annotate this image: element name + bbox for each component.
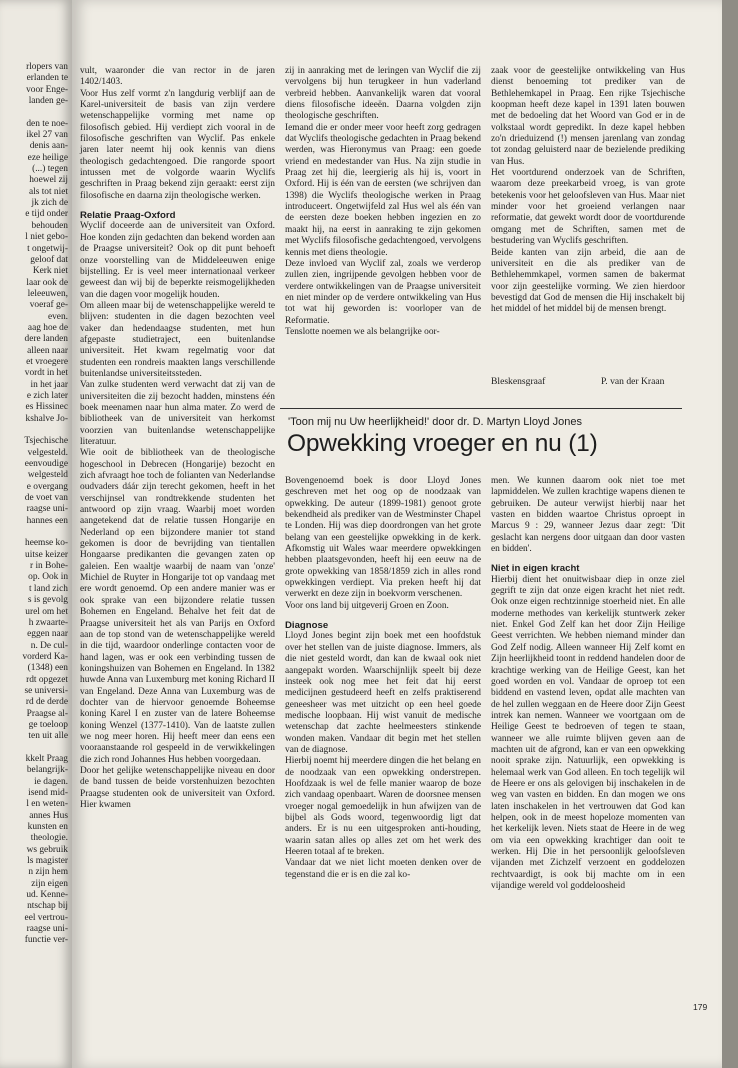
left-page-line: heemse ko- xyxy=(25,538,68,549)
left-page-line: jk zich de xyxy=(31,198,68,209)
paragraph: Voor ons land bij uitgeverij Groen en Zoon. xyxy=(285,600,449,611)
section-heading: Niet in eigen kracht xyxy=(491,563,580,575)
left-page-line: ls magister xyxy=(27,856,68,867)
left-page-line: (...) tegen xyxy=(32,164,68,175)
paragraph: Vandaar dat we niet licht moeten denken over de tegenstand die er is en die zal ko- xyxy=(285,858,481,880)
page-edge-shadow xyxy=(722,0,738,1068)
left-page-line: l niet gebo- xyxy=(25,232,68,243)
left-page-line: kkelt Praag xyxy=(25,753,68,764)
left-page-line: r in Bohe- xyxy=(29,561,68,572)
left-page-line: Praagse al- xyxy=(26,708,68,719)
left-page-line: n zijn hem xyxy=(28,867,68,878)
left-page-line xyxy=(2,743,68,754)
paragraph: Door het gelijke wetenschappelijke niveau en door de band tussen de beide vorstenhuizen bezochten Praagse studenten ook de universiteit van Oxford. Hier kwamen xyxy=(80,765,275,810)
paragraph: vult, waaronder die van rector in de jaren 1402/1403. xyxy=(80,66,275,88)
left-page-line: landen ge- xyxy=(28,96,68,107)
left-page-line: voeraf ge- xyxy=(29,300,68,311)
article-divider-rule xyxy=(280,408,682,409)
left-page-line: kshalve Jo- xyxy=(25,413,68,424)
left-page-edge xyxy=(0,0,72,1068)
paragraph: men. We kunnen daarom ook niet toe met lapmiddelen. We zullen krachtige wapens dienen te gebruiken. De auteur verwijst hierbij naar het vasten en bidden waartoe Christus oproept in Marcus 9 : 29, wanneer Jezus daar zegt: 'Dit geslacht kan nergens door uitgaan dan door vasten en bidden'. xyxy=(491,476,685,555)
paragraph: Wie ooit de bibliotheek van de theologische hogeschool in Debrecen (Hongarije) bezocht en zich afvraagt hoe toch de folianten van Nederlandse oudvaders dáár zijn terecht gekomen, heeft in het verschijnsel van rondtrekkende studenten het antwoord op zijn vraag. Waarbij moet worden aangetekend dat de relatie tussen Hongarije en Nederland op een bijzondere manier tot stand gekomen is door de bevrijding van tientallen Hongaarse predikanten die gevangen zaten op galeien. Een waaltje waarbij de naam van 'onze' Michiel de Ruyter in Hongarije tot op vandaag met ere wordt genoemd. Op een andere manier was er ook sprake van een bijzondere relatie tussen Bohemen en Engeland. Behalve het feit dat de Praagse universiteit het als van Parijs en Oxford aan de top stond van de wetenschappelijke wereld in die tijd, waardoor onderlinge contacten voor de hand lagen, was er ook een verbinding tussen de koningshuizen van Bohemen en Engeland. In 1382 huwde Anna van Luxemburg met koning Richard II van Engeland. Deze Anna van Luxemburg was de dochter van de hiervoor genoemde Boheemse koning Karel I en zuster van de latere Boheemse koning Wenzel (1377-1410). Van de laatste zullen we nog meer horen. Hij heeft meer dan eens een vooraanstaande rol gespeeld in de verwikkelingen die zich rond Johannes Hus hebben voorgedaan. xyxy=(80,448,275,765)
left-page-line: t ongetwij- xyxy=(27,243,68,254)
left-page-line: velgesteld. xyxy=(27,447,68,458)
left-page-line: laar ook de xyxy=(26,277,68,288)
left-page-line xyxy=(2,425,68,436)
left-page-line: ten uit alle xyxy=(28,731,68,742)
left-page-line: s is gevolg xyxy=(27,595,68,606)
paragraph: Deze invloed van Wyclif zal, zoals we verderop zullen zien, ingrijpende gevolgen hebben voor de verdere ontwikkelingen van de Praagse universiteit en niet minder op de verdere ontwikkeling van Hus tot wat hij geworden is: voorloper van de Reformatie. xyxy=(285,258,481,326)
paragraph: Hierbij dient het onuitwisbaar diep in onze ziel gegrift te zijn dat onze eigen kracht het niet redt. Ook onze eigen rechtzinnige stoerheid niet. En alle moderne methodes van kerkelijk stuntwerk zeker niet. Enkel God Zelf kan het door Zijn Heilige Geest verrichten. We hebben niemand minder dan God Zelf nodig. Alleen wanneer Hij Zelf komt en Zijn heerlijkheid toont in reddend handelen door de krachtige werking van de Heilige Geest, kan het goed worden en vol. Vandaar de oproep tot een biddend en vastend leven, opdat alle machten van de hel zullen weggaan en de Heere door Zijn Geest intrek kan nemen. Wanneer we voortgaan om de Heilige Geest te bedroeven of tegen te staan, wanneer we alle ruimte blijven geven aan de machten uit de afgrond, kan er van een opwekking nooit sprake zijn. Natuurlijk, een opwekking is helemaal werk van God alleen. En toch tegelijk wil de Heere er ons als gelovigen bij inschakelen in de weg van vasten en bidden. En dan mogen we ons laten inschakelen in het vertrouwen dat God kan helpen, ook in de meest hopeloze momenten van het kerkelijk leven. Niets staat de Heere in de weg om via een opwekking krachtiger dan ooit te werken. Hij Die in het persoonlijk geloofsleven vijanden met Zichzelf verzoent en goddelozen rechtvaardigt, is ook bij machte om in een vijandige wereld vol goddeloosheid xyxy=(491,574,685,892)
left-page-line: erlanden te xyxy=(26,73,68,84)
article1-column-1 xyxy=(80,66,275,811)
left-page-line: raagse uni- xyxy=(26,924,68,935)
right-page xyxy=(72,0,722,1068)
left-page-line: belangrijk- xyxy=(26,765,68,776)
left-page-line: t land zich xyxy=(28,583,68,594)
left-page-line: de voet van xyxy=(24,493,68,504)
left-page-line: eze heilige xyxy=(27,152,68,163)
left-page-line: den te noe- xyxy=(26,118,68,129)
article-title: Opwekking vroeger en nu (1) xyxy=(287,430,598,457)
left-page-line: aag hoe de xyxy=(27,322,68,333)
paragraph: Om alleen maar bij de wetenschappelijke wereld te blijven: studenten in die dagen bezochten veel vaker dan hedendaagse studenten, met hun afgepaste studietraject, een buitenlandse universiteit. Het kwam regelmatig voor dat studenten een rondreis maakten langs verschillende buitenlandse universiteitssteden. xyxy=(80,300,275,379)
left-page-line: uitse keizer xyxy=(25,549,68,560)
left-page-line: n. De cul- xyxy=(30,640,68,651)
left-page-line: ie dagen. xyxy=(34,776,68,787)
paragraph: zaak voor de geestelijke ontwikkeling van Hus dienst benoeming tot prediker van de Bethlehemkapel in Praag. Een rijke Tsjechische koopman heeft deze kapel in 1391 laten bouwen met de bedoeling dat het Woord van God er in de volkstaal wordt gepredikt. In deze kapel hebben zo'n drieduizend (!) mensen jarenlang van zondag tot zondag geluisterd naar de bezielende prediking van Hus. xyxy=(491,66,685,167)
left-page-line: raagse uni- xyxy=(26,504,68,515)
left-page-line: dere landen xyxy=(24,334,68,345)
left-page-line: denis aan- xyxy=(29,141,68,152)
left-page-line xyxy=(2,107,68,118)
signature-place: Bleskensgraaf xyxy=(491,376,546,387)
left-page-line: vorderd Ka- xyxy=(22,651,68,662)
left-page-line: ud. Kenne- xyxy=(26,890,68,901)
article1-column-2 xyxy=(285,66,481,338)
left-page-line xyxy=(2,527,68,538)
paragraph: Van zulke studenten werd verwacht dat zij van de universiteiten die zij bezocht hadden, minstens één boek meenamen naar hun alma mater. Zo werd de bibliotheek van de universiteit van herkomst voorzien van buitenlandse wetenschappelijke literatuur. xyxy=(80,380,275,447)
left-page-line: Tsjechische xyxy=(24,436,68,447)
page-number: 179 xyxy=(693,1002,708,1012)
left-page-line: rdt opgezet xyxy=(26,674,68,685)
left-page-line: leleeuwen, xyxy=(27,288,68,299)
left-page-line: hoewel zij xyxy=(29,175,68,186)
left-page-line: (1348) een xyxy=(27,663,68,674)
left-page-line: l en weten- xyxy=(26,799,68,810)
section-heading: Diagnose xyxy=(285,620,329,632)
left-page-line: e zich later xyxy=(26,390,68,401)
left-page-line: voor Enge- xyxy=(26,84,68,95)
paragraph: Hierbij noemt hij meerdere dingen die het belang en de noodzaak van een opwekking onderstrepen. Hoofdzaak is wel de felle manier waarop de boze zich vandaag openbaart. Waren de doorsnee mensen vroeger nogal gemoedelijk in hun afwijzen van de bijbel als Gods woord, tegenwoordig ligt dat anders. Er is nu een uitgesproken anti-houding, waarin satan alles op alles zet om het werk des Heeren totaal af te breken. xyxy=(285,756,481,857)
paragraph: Voor Hus zelf vormt z'n langdurig verblijf aan de Karel-universiteit de basis van zijn verdere wetenschappelijke vorming met name op filosofisch gebied. Hij verdiept zich vooral in de filosofische geschriften van Wyclif. Pas enkele jaren later neemt hij ook kennis van diens theologisch gedachtengoed. Die rangorde spoort intussen met de volgorde waarin Wyclifs geschriften in Praag bekend zijn geraakt: eerst zijn filosofische en daarna zijn theologische werken. xyxy=(80,88,275,201)
left-page-text-fragments xyxy=(2,62,68,947)
left-page-line: et vroegere xyxy=(26,356,68,367)
left-page-line: op. Ook in xyxy=(28,572,68,583)
left-page-line: rlopers van xyxy=(26,62,68,72)
left-page-line: se universi- xyxy=(24,685,68,696)
left-page-line: vordt in het xyxy=(24,368,68,379)
left-page-line: rd de derde xyxy=(25,697,68,708)
left-page-line: even. xyxy=(47,311,68,322)
left-page-line: hannes een xyxy=(26,515,68,526)
left-page-line: e tijd onder xyxy=(25,209,68,220)
left-page-line: ikel 27 van xyxy=(26,130,68,141)
left-page-line: ge toeloop xyxy=(28,719,68,730)
left-page-line: zijn eigen xyxy=(31,878,68,889)
paragraph: zij in aanraking met de leringen van Wyclif die zij vervolgens bij hun terugkeer in hun vaderland verbreid hebben. Aanvankelijk waren dat vooral diens filosofische ideeën. Daarna volgden zijn theologische geschriften. xyxy=(285,66,481,122)
left-page-line: kunsten en xyxy=(27,822,68,833)
left-page-line: als tot niet xyxy=(28,186,68,197)
section-heading: Relatie Praag-Oxford xyxy=(80,210,176,222)
left-page-line: functie ver- xyxy=(24,935,68,946)
left-page-line: alleen naar xyxy=(27,345,68,356)
left-page-line: urel om het xyxy=(25,606,68,617)
article1-column-3 xyxy=(491,66,685,316)
left-page-line: ws gebruik xyxy=(26,844,68,855)
left-page-line: es Hissinec xyxy=(25,402,68,413)
left-page-line: eenvoudige xyxy=(24,459,68,470)
left-page-line: welgesteld xyxy=(27,470,68,481)
left-page-line: in het jaar xyxy=(30,379,68,390)
left-page-line: geloof dat xyxy=(30,254,68,265)
paragraph: Het voortdurend onderzoek van de Schriften, waarom deze preekarbeid vroeg, is van grote betekenis voor het geloofsleven van Hus. Maar niet minder voor het groeiend verlangen naar reformatie, dat gewekt wordt door de voortdurende omgang met de Schriften, samen met de bestudering van Wyclifs geschriften. xyxy=(491,168,685,247)
article2-column-1 xyxy=(285,476,481,881)
paragraph: Bovengenoemd boek is door Lloyd Jones geschreven met het oog op de noodzaak van opwekking. De auteur (1899-1981) genoot grote bekendheid als prediker van de Westminster Chapel te Londen. Hij was diep doordrongen van het grote belang van een geestelijke opwekking in de kerk. Afkomstig uit Wales waar meerdere opwekkingen hebben plaatsgevonden, heeft hij een eeuw na de grote opwekking van 1858/1859 zich in alles rond opwekkingen verdiept. Via preken heeft hij dat verwerkt en deze zijn in boekvorm verschenen. xyxy=(285,476,481,600)
paragraph: Tenslotte noemen we als belangrijke oor- xyxy=(285,326,440,337)
left-page-line: behouden xyxy=(31,220,68,231)
article-kicker: 'Toon mij nu Uw heerlijkheid!' door dr. D. Martyn Lloyd Jones xyxy=(288,416,583,428)
left-page-line: annes Hus xyxy=(29,810,68,821)
left-page-line: theologie. xyxy=(30,833,68,844)
paragraph: Iemand die er onder meer voor heeft zorg gedragen dat Wyclifs theologische gedachten in Praag bekend werden, was Hieronymus van Praag: een goede vriend en medestander van Hus. Na zijn studie in Praag zet hij die, leergierig als hij is, voort in Oxford. Hij is één van de eersten (we schrijven dan 1398) die Wyclifs theologische werken in Praag introduceert. Ongetwijfeld zal Hus wel als één van de eersten deze boeken hebben ingezien en zo maakt hij, na eerst in aanraking te zijn gekomen met Wyclifs filosofische gedachtengoed, vervolgens kennis met diens theologie. xyxy=(285,122,481,258)
signature-author: P. van der Kraan xyxy=(601,376,665,387)
paragraph: Lloyd Jones begint zijn boek met een hoofdstuk over het stellen van de juiste diagnose. Immers, als die niet gesteld wordt, dan kan de kwaal ook niet aangepakt worden. Waarschijnlijk speelt bij deze insteek ook nog mee het feit dat hij eerst medicijnen gestudeerd heeft en zelfs praktiserend geneesheer was met uitzicht op een heel goede medische loopbaan. Hij wist vanuit de medische wetenschap dat zachte heelmeesters stinkende wonden maken. Vandaar dit begin met het stellen van de diagnose. xyxy=(285,631,481,755)
paragraph: Wyclif doceerde aan de universiteit van Oxford. Hoe konden zijn gedachten dan bekend worden aan de Praagse universiteit? Ook op dit punt behoeft onze voorstelling van de Middeleeuwen enige bijstelling. Er is veel meer internationaal verkeer geweest dan wij bij de beperkte reismogelijkheden van die dagen voor mogelijk houden. xyxy=(80,221,275,300)
left-page-line: isend mid- xyxy=(28,788,68,798)
left-page-line: eggen naar xyxy=(27,629,68,640)
left-page-line: e overgang xyxy=(26,481,68,492)
article2-column-2 xyxy=(491,476,685,892)
left-page-line: ntschap bij xyxy=(27,901,68,912)
left-page-line: h zwaarte- xyxy=(28,617,68,628)
left-page-line: eel vertrou- xyxy=(24,912,68,923)
paragraph: Beide kanten van zijn arbeid, die aan de universiteit en die als prediker van de Bethlehemmkapel, vormen samen de bakermat voor zijn geestelijke vorming. We zien hierdoor bevestigd dat God de mensen die Hij inschakelt bij het middel of het middel bij de mensen brengt. xyxy=(491,247,685,315)
left-page-line: Kerk niet xyxy=(32,266,68,277)
